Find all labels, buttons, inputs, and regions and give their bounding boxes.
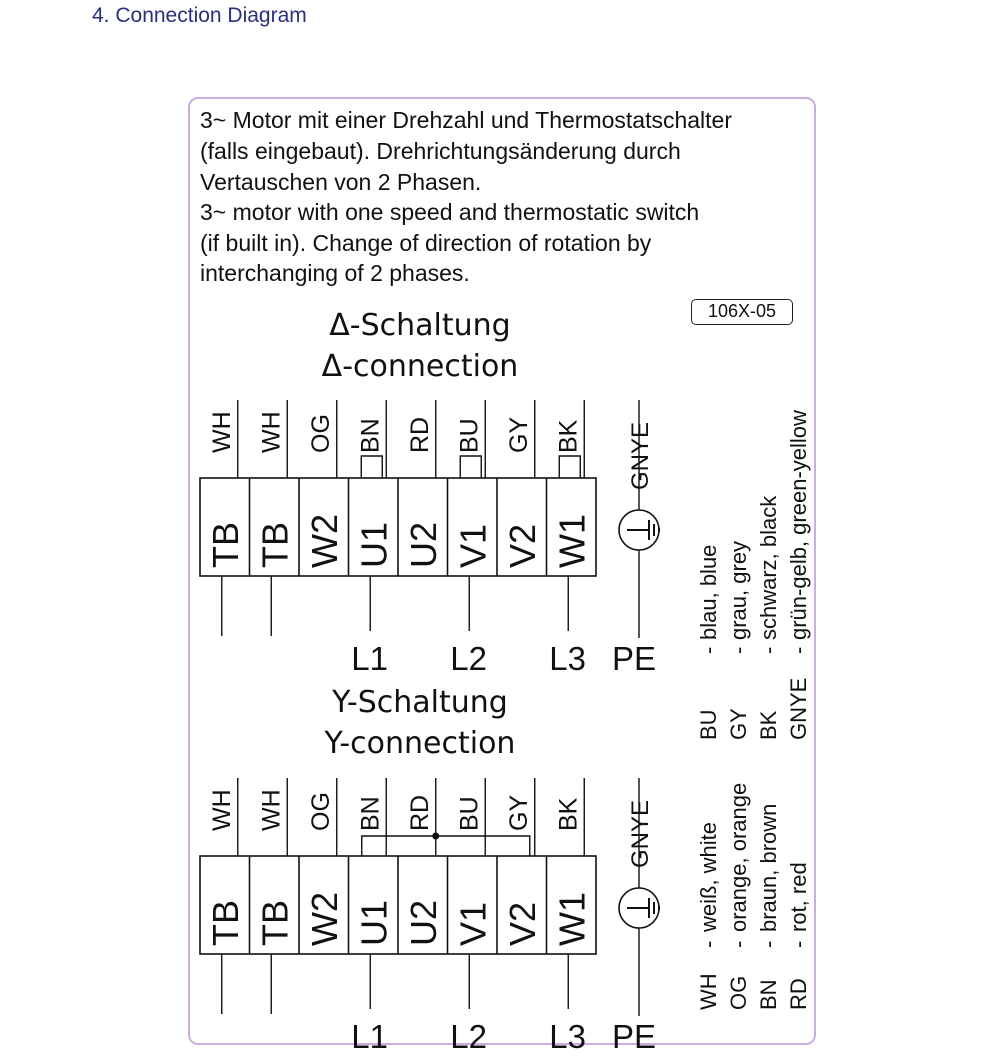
- star-wire-label-bk-7: BK: [554, 797, 583, 831]
- delta-wire-label-bu-5: BU: [455, 418, 484, 453]
- legend-left-dash-3: -: [786, 940, 811, 948]
- delta-bridge-5: [460, 456, 481, 478]
- delta-wire-label-bk-7: BK: [554, 419, 583, 453]
- delta-phase-label-l3: L3: [549, 640, 586, 677]
- description-en-line-2: (if built in). Change of direction of rotation by: [200, 230, 652, 256]
- star-terminal-tb-0: TB: [204, 899, 246, 946]
- delta-title-en: Δ-connection: [321, 349, 519, 384]
- star-terminal-w1-7: W1: [551, 892, 593, 946]
- legend-left-dash-2: -: [756, 940, 781, 948]
- star-terminal-u1-3: U1: [353, 899, 395, 946]
- star-terminal-tb-1: TB: [254, 899, 296, 946]
- legend-right-dash-1: -: [726, 646, 751, 654]
- legend-left-code-wh: WH: [696, 973, 721, 1010]
- delta-terminal-v1-5: V1: [452, 523, 494, 568]
- legend-left-text-og: orange, orange: [726, 782, 751, 932]
- legend-right-text-gnye: grün-gelb, green-yellow: [786, 410, 811, 640]
- legend-right-dash-3: -: [786, 646, 811, 654]
- delta-wire-label-bn-3: BN: [356, 418, 385, 453]
- legend-left-dash-0: -: [696, 940, 721, 948]
- delta-wire-label-gy-6: GY: [504, 416, 533, 453]
- reference-code-badge: 106X-05: [691, 299, 793, 325]
- star-star-point: [432, 833, 439, 840]
- delta-phase-label-l1: L1: [351, 640, 388, 677]
- star-wire-label-rd-4: RD: [405, 794, 434, 831]
- star-terminal-w2-2: W2: [303, 892, 345, 946]
- star-wire-label-bu-5: BU: [455, 796, 484, 831]
- delta-wire-label-wh-0: WH: [207, 411, 236, 453]
- legend-left-code-rd: RD: [786, 978, 811, 1010]
- star-terminal-v1-5: V1: [452, 901, 494, 946]
- legend-right-text-bu: blau, blue: [696, 544, 721, 640]
- description-de-line-2: (falls eingebaut). Drehrichtungsänderung durch: [200, 138, 681, 164]
- delta-phase-label-pe: PE: [612, 640, 657, 677]
- star-wire-label-gy-6: GY: [504, 794, 533, 831]
- star-title-en: Y-connection: [324, 726, 516, 761]
- delta-bridge-7: [559, 456, 580, 478]
- legend-left-text-bn: braun, brown: [756, 803, 781, 932]
- description-de-line-3: Vertauschen von 2 Phasen.: [200, 169, 482, 195]
- legend-left-text-wh: weiß, white: [696, 821, 721, 932]
- star-terminal-v2-6: V2: [501, 901, 543, 946]
- delta-phase-label-l2: L2: [450, 640, 487, 677]
- star-phase-label-l3: L3: [549, 1018, 586, 1055]
- legend-left-code-bn: BN: [756, 979, 781, 1010]
- description-en-line-3: interchanging of 2 phases.: [200, 260, 470, 286]
- description-en-line-1: 3~ motor with one speed and thermostatic switch: [200, 199, 700, 225]
- delta-bridge-3: [361, 456, 382, 478]
- star-wire-label-bn-3: BN: [356, 796, 385, 831]
- legend-right-text-gy: grau, grey: [726, 540, 751, 640]
- delta-earth-label: GNYE: [627, 421, 654, 490]
- legend-right-code-bk: BK: [756, 710, 781, 740]
- star-terminal-u2-4: U2: [402, 899, 444, 946]
- legend-right-text-bk: schwarz, black: [756, 495, 781, 640]
- delta-terminal-v2-6: V2: [501, 523, 543, 568]
- section-heading: 4. Connection Diagram: [92, 4, 307, 27]
- delta-terminal-w1-7: W1: [551, 514, 593, 568]
- star-star-bridge: [362, 836, 530, 856]
- legend-right-code-gy: GY: [726, 708, 751, 740]
- star-wire-label-wh-1: WH: [257, 789, 286, 831]
- delta-title-de: Δ-Schaltung: [329, 308, 511, 343]
- delta-terminal-tb-0: TB: [204, 521, 246, 568]
- legend-right-dash-2: -: [756, 646, 781, 654]
- delta-wire-label-wh-1: WH: [257, 411, 286, 453]
- delta-terminal-w2-2: W2: [303, 514, 345, 568]
- star-phase-label-l2: L2: [450, 1018, 487, 1055]
- legend-right-code-bu: BU: [696, 709, 721, 740]
- legend-left-text-rd: rot, red: [786, 862, 811, 932]
- delta-terminal-tb-1: TB: [254, 521, 296, 568]
- delta-wire-label-rd-4: RD: [405, 416, 434, 453]
- star-earth-label: GNYE: [627, 799, 654, 868]
- delta-terminal-u1-3: U1: [353, 521, 395, 568]
- legend-right-dash-0: -: [696, 646, 721, 654]
- star-title-de: Y-Schaltung: [332, 685, 508, 720]
- legend-left-dash-1: -: [726, 940, 751, 948]
- legend-right-code-gnye: GNYE: [786, 677, 811, 740]
- legend-left-code-og: OG: [726, 975, 751, 1010]
- delta-terminal-u2-4: U2: [402, 521, 444, 568]
- delta-wire-label-og-2: OG: [306, 414, 335, 453]
- star-wire-label-og-2: OG: [306, 792, 335, 831]
- description-de-line-1: 3~ Motor mit einer Drehzahl und Thermostatschalter: [200, 107, 733, 133]
- star-phase-label-pe: PE: [612, 1018, 657, 1055]
- star-wire-label-wh-0: WH: [207, 789, 236, 831]
- star-phase-label-l1: L1: [351, 1018, 388, 1055]
